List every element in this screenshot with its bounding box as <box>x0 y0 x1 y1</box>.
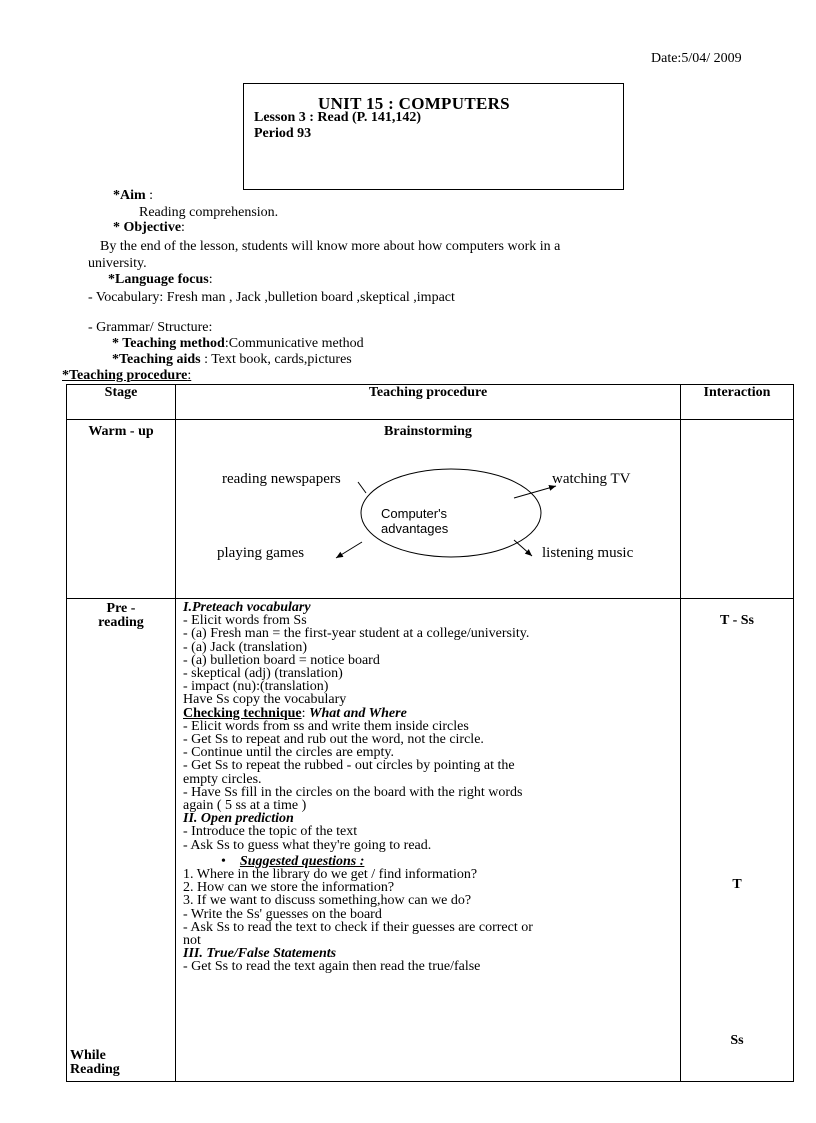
check-step-1: - Elicit words from ss and write them inside circles <box>183 718 469 734</box>
procedure-label: *Teaching procedure <box>62 368 188 383</box>
arrow-bottom-right <box>514 540 532 556</box>
item-playing-games: playing games <box>217 545 305 561</box>
checking-sep: : <box>301 705 310 721</box>
procedure-colon: : <box>187 368 192 383</box>
stage-pre-line-2: reading <box>98 615 144 630</box>
grammar-line: - Grammar/ Structure: <box>88 320 213 335</box>
aim-colon: : <box>145 188 154 203</box>
brainstorm-diagram <box>176 440 680 592</box>
procedure-table <box>66 384 794 1082</box>
table-row-pre-reading <box>67 599 794 1082</box>
header-interaction: Interaction <box>681 385 794 420</box>
question-3: 3. If we want to discuss something,how can we do? <box>183 893 472 909</box>
date: Date:5/04/ 2009 <box>651 51 742 66</box>
checking-technique-name: What and Where <box>309 705 407 721</box>
guess-step-1: - Write the Ss' guesses on the board <box>183 906 382 922</box>
open-prediction-heading: II. Open prediction <box>183 811 294 827</box>
warmup-procedure <box>176 420 681 599</box>
item-listening-music: listening music <box>542 545 634 561</box>
language-label: *Language focus <box>108 272 209 287</box>
question-1: 1. Where in the library do we get / find information? <box>183 867 478 883</box>
item-watching-tv: watching TV <box>552 471 631 487</box>
center-line-2: advantages <box>381 521 449 536</box>
interaction-t-ss: T - Ss <box>720 613 754 628</box>
bullet-icon: • <box>221 853 226 869</box>
checking-heading <box>183 707 680 720</box>
aim-line <box>113 188 153 203</box>
unit-title: UNIT 15 : COMPUTERS <box>318 94 510 113</box>
header-procedure: Teaching procedure <box>176 385 681 420</box>
period-line: Period 93 <box>254 126 312 141</box>
arrow-bottom-left <box>336 542 362 558</box>
method-label: * Teaching method <box>112 336 225 351</box>
aids-text: : Text book, cards,pictures <box>200 352 352 367</box>
interaction-t: T <box>732 877 742 892</box>
question-2: 2. How can we store the information? <box>183 880 395 896</box>
objective-colon: : <box>181 220 185 235</box>
lesson-info <box>254 110 421 142</box>
language-focus-line <box>108 272 213 287</box>
vocab-step-4: - (a) bulletion board = notice board <box>183 652 380 668</box>
aids-label: *Teaching aids <box>112 352 201 367</box>
objective-line <box>113 220 185 235</box>
check-step-3: - Continue until the circles are empty. <box>183 745 394 761</box>
method-text: :Communicative method <box>224 336 364 351</box>
true-false-heading: III. True/False Statements <box>183 946 337 962</box>
vocabulary-line: - Vocabulary: Fresh man , Jack ,bulletion board ,skeptical ,impact <box>88 290 455 305</box>
aids-line <box>112 352 352 367</box>
interaction-ss: Ss <box>730 1033 744 1048</box>
suggested-questions-label: Suggested questions : <box>239 853 365 869</box>
true-false-step-1: - Get Ss to read the text again then read the true/false <box>183 959 481 975</box>
prediction-step-2: - Ask Ss to guess what they're going to read. <box>183 837 432 853</box>
vocab-step-1: - Elicit words from Ss <box>183 613 307 629</box>
table-row-warmup <box>67 420 794 599</box>
aim-label: *Aim <box>113 188 146 203</box>
item-reading-newspapers: reading newspapers <box>222 471 341 487</box>
vocab-step-7: Have Ss copy the vocabulary <box>183 692 347 708</box>
table-header-row <box>67 385 794 420</box>
header-stage: Stage <box>67 385 176 420</box>
pre-reading-procedure <box>176 599 681 1082</box>
stage-pre-reading <box>67 599 176 1082</box>
stage-while-line-1: While <box>70 1048 106 1063</box>
preteach-heading: I.Preteach vocabulary <box>183 600 311 615</box>
check-step-7: again ( 5 ss at a time ) <box>183 798 307 814</box>
objective-label: * Objective <box>113 220 182 235</box>
guess-step-3: not <box>183 933 201 949</box>
suggested-questions-heading <box>183 852 680 868</box>
aim-text: Reading comprehension. <box>139 205 279 220</box>
brainstorming-title: Brainstorming <box>384 424 472 439</box>
center-line-1: Computer's <box>381 506 448 521</box>
check-step-2: - Get Ss to repeat and rub out the word, not the circle. <box>183 732 484 748</box>
vocab-step-6: - impact (nu):(translation) <box>183 679 329 695</box>
check-step-4: - Get Ss to repeat the rubbed - out circles by pointing at the <box>183 758 515 774</box>
stage-while-reading <box>70 1049 120 1077</box>
vocab-step-2: - (a) Fresh man = the first-year student at a college/university. <box>183 626 530 642</box>
check-step-5: empty circles. <box>183 771 262 787</box>
vocab-step-5: - skeptical (adj) (translation) <box>183 666 343 682</box>
procedure-heading <box>62 368 191 383</box>
stage-pre-line-1: Pre - <box>106 601 136 616</box>
warmup-interaction <box>681 420 794 599</box>
prediction-step-1: - Introduce the topic of the text <box>183 824 358 840</box>
guess-step-2: - Ask Ss to read the text to check if their guesses are correct or <box>183 919 533 935</box>
method-line <box>112 336 364 351</box>
arrow-top-left <box>358 482 366 493</box>
objective-text-2: university. <box>88 256 147 271</box>
language-colon: : <box>208 272 213 287</box>
vocab-step-3: - (a) Jack (translation) <box>183 639 307 655</box>
pre-reading-interaction <box>681 599 794 1082</box>
stage-warmup: Warm - up <box>67 420 176 599</box>
stage-while-line-2: Reading <box>70 1062 120 1077</box>
lesson-line: Lesson 3 : Read (P. 141,142) <box>254 110 422 125</box>
check-step-6: - Have Ss fill in the circles on the board with the right words <box>183 784 523 800</box>
checking-label: Checking technique <box>183 705 302 721</box>
stage-pre-label <box>67 599 175 630</box>
brainstorm-diagram-svg <box>176 440 681 592</box>
objective-text-1: By the end of the lesson, students will know more about how computers work in a <box>100 239 561 254</box>
